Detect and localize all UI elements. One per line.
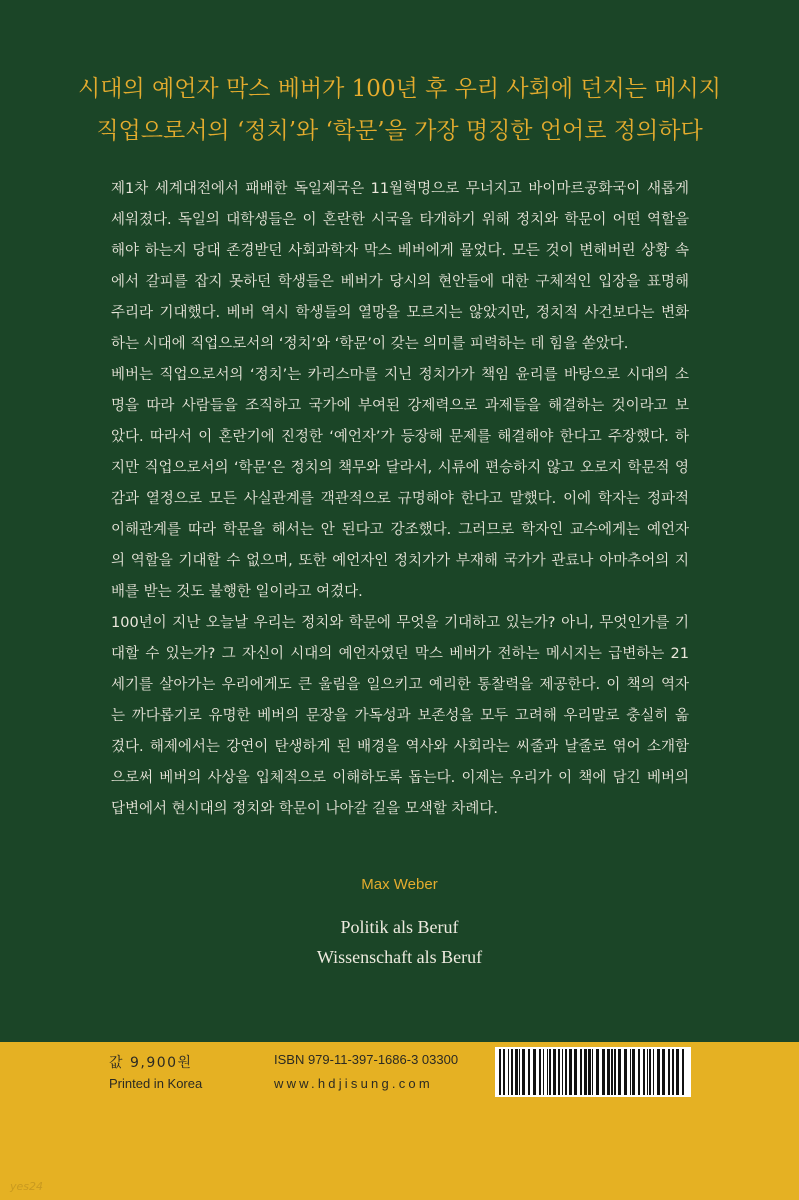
barcode-bar: [549, 1049, 551, 1095]
barcode-bar: [649, 1049, 651, 1095]
barcode-bar: [592, 1049, 593, 1095]
barcode-bar: [584, 1049, 587, 1095]
body-line: 에서 갈피를 잡지 못하던 학생들은 베버가 당시의 현안들에 대한 구체적인 입장을 표명해: [111, 274, 689, 290]
barcode-bar: [682, 1049, 684, 1095]
body-line: 이해관계를 따라 학문을 해서는 안 된다고 강조했다. 그러므로 학자인 교수에게는 예언자: [111, 522, 689, 538]
barcode-bar: [553, 1049, 556, 1095]
body-line: 세기를 살아가는 우리에게도 큰 울림을 일으키고 예리한 통찰력을 제공한다. 이 책의 역자: [111, 677, 689, 693]
barcode-bar: [653, 1049, 654, 1095]
author-name: Max Weber: [361, 876, 438, 893]
barcode-bar: [672, 1049, 674, 1095]
barcode-bar: [503, 1049, 505, 1095]
barcode-bar: [630, 1049, 631, 1095]
headline: [0, 68, 799, 152]
barcode-bar: [596, 1049, 599, 1095]
barcode-bar: [632, 1049, 635, 1095]
barcode-bar: [547, 1049, 548, 1095]
barcode-image: [495, 1047, 691, 1097]
barcode-bar: [543, 1049, 544, 1095]
body-line: 세워졌다. 독일의 대학생들은 이 혼란한 시국을 타개하기 위해 정치와 학문이 어떤 역할을: [111, 212, 689, 228]
barcode-bar: [643, 1049, 645, 1095]
body-line: 겼다. 해제에서는 강연이 탄생하게 된 배경을 역사와 사회라는 씨줄과 날줄로 엮어 소개함: [111, 739, 689, 755]
body-line: 답변에서 현시대의 정치와 학문이 나아갈 길을 모색할 차례다.: [111, 801, 499, 817]
description-text: [111, 174, 689, 825]
barcode-bar: [519, 1049, 520, 1095]
headline-line-1: 시대의 예언자 막스 베버가 100년 후 우리 사회에 던지는 메시지: [78, 76, 721, 102]
watermark-logo: yes24: [10, 1180, 44, 1193]
barcode-bar: [618, 1049, 621, 1095]
barcode-bar: [607, 1049, 610, 1095]
barcode-bar: [533, 1049, 536, 1095]
barcode-bar: [602, 1049, 605, 1095]
body-line: 의 역할을 기대할 수 없으며, 또한 예언자인 정치가가 부재해 국가가 관료나 아마추어의 지: [111, 553, 689, 569]
barcode-bar: [508, 1049, 509, 1095]
barcode-bar: [662, 1049, 665, 1095]
body-line: 제1차 세계대전에서 패배한 독일제국은 11월혁명으로 무너지고 바이마르공화국이 새롭게: [111, 181, 689, 197]
body-line: 대할 수 있는가? 그 자신이 시대의 예언자였던 막스 베버가 전하는 메시지는 급변하는 21: [111, 646, 689, 662]
body-line: 100년이 지난 오늘날 우리는 정치와 학문에 무엇을 기대하고 있는가? 아니, 무엇인가를 기: [111, 615, 689, 631]
barcode-bar: [511, 1049, 513, 1095]
body-line: 는 까다롭기로 유명한 베버의 문장을 가독성과 보존성을 모두 고려해 우리말로 충실히 옮: [111, 708, 689, 724]
barcode-bar: [614, 1049, 616, 1095]
barcode-bar: [569, 1049, 572, 1095]
barcode-bar: [565, 1049, 567, 1095]
body-line: 하는 시대에 직업으로서의 ‘정치’와 ‘학문’이 갖는 의미를 피력하는 데 힘을 쏟았다.: [111, 336, 629, 352]
barcode-bar: [676, 1049, 679, 1095]
isbn-label: ISBN 979-11-397-1686-3 03300: [274, 1052, 459, 1067]
barcode-bar: [522, 1049, 525, 1095]
body-line: 주리라 기대했다. 베버 역시 학생들의 열망을 모르지는 않았지만, 정치적 사건보다는 변화: [111, 305, 689, 321]
body-line: 으로써 베버의 사상을 입체적으로 이해하도록 돕는다. 이제는 우리가 이 책에 담긴 베버의: [111, 770, 689, 786]
price-label: 값 9,900원: [109, 1055, 193, 1071]
barcode-bar: [668, 1049, 670, 1095]
original-title-politik: Politik als Beruf: [340, 917, 459, 937]
barcode-bar: [588, 1049, 591, 1095]
body-line: 지만 직업으로서의 ‘학문’은 정치의 책무와 달라서, 시류에 편승하지 않고 오로지 학문적 영: [111, 460, 689, 476]
body-line: 감과 열정으로 모든 사실관계를 객관적으로 규명해야 한다고 말했다. 이에 학자는 정파적: [111, 491, 689, 507]
barcode-bar: [558, 1049, 560, 1095]
barcode-bar: [611, 1049, 613, 1095]
barcode-bar: [638, 1049, 640, 1095]
barcode-bar: [515, 1049, 518, 1095]
barcode-bar: [539, 1049, 541, 1095]
website-label: www.hdjisung.com: [274, 1076, 433, 1091]
barcode-graphic: [495, 1047, 691, 1097]
printed-in-label: Printed in Korea: [109, 1076, 203, 1091]
body-line: 해야 하는지 당대 존경받던 사회과학자 막스 베버에게 물었다. 모든 것이 변해버린 상황 속: [111, 243, 689, 259]
barcode-bar: [624, 1049, 627, 1095]
body-line: 베버는 직업으로서의 ‘정치’는 카리스마를 지닌 정치가가 책임 윤리를 바탕으로 시대의 소: [111, 367, 689, 383]
barcode-bar: [499, 1049, 501, 1095]
barcode-bar: [647, 1049, 648, 1095]
barcode-bar: [580, 1049, 582, 1095]
headline-line-2: 직업으로서의 ‘정치’와 ‘학문’을 가장 명징한 언어로 정의하다: [96, 118, 703, 144]
barcode-bar: [562, 1049, 563, 1095]
original-titles: [0, 912, 799, 972]
body-line: 명을 따라 사람들을 조직하고 국가에 부여된 강제력으로 과제들을 해결하는 것이라고 보: [111, 398, 689, 414]
barcode-bar: [574, 1049, 577, 1095]
body-line: 배를 받는 것도 불행한 일이라고 여겼다.: [111, 584, 363, 600]
body-line: 았다. 따라서 이 혼란기에 진정한 ‘예언자’가 등장해 문제를 해결해야 한다고 주장했다. 하: [111, 429, 689, 445]
barcode-bar: [657, 1049, 660, 1095]
barcode-bar: [528, 1049, 530, 1095]
original-title-wissenschaft: Wissenschaft als Beruf: [316, 947, 483, 967]
